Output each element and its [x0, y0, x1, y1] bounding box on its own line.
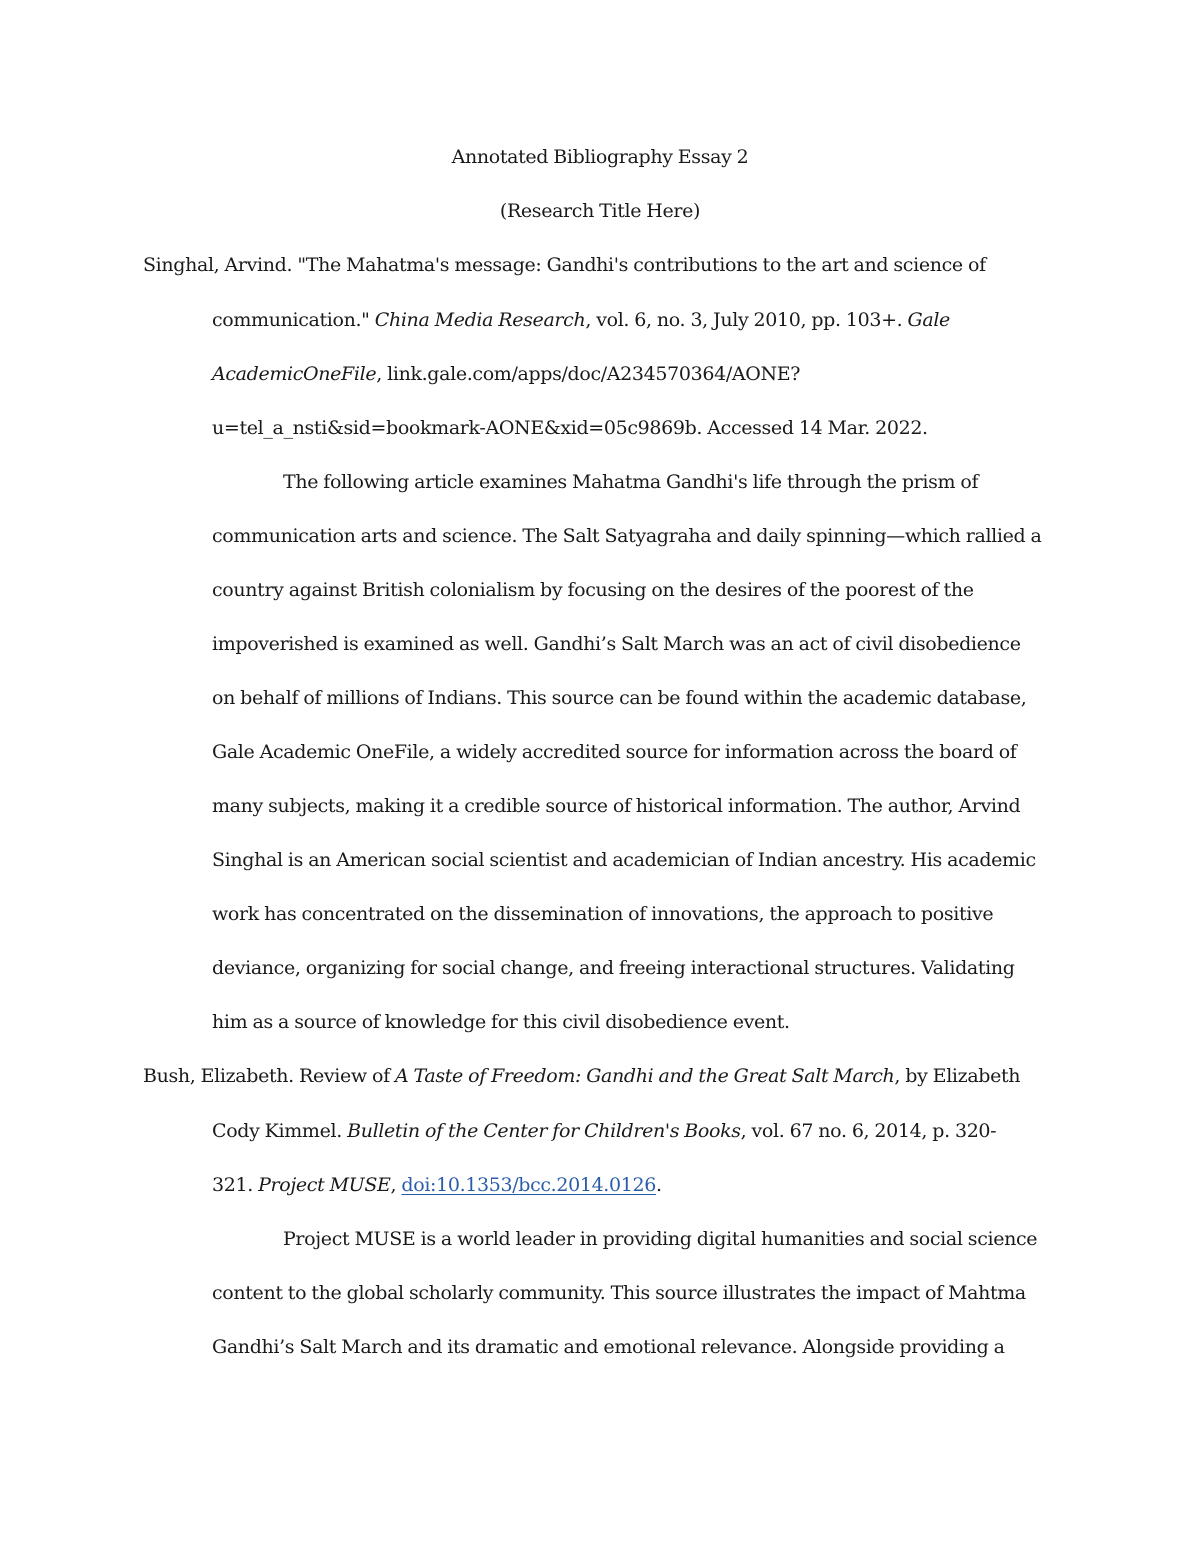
citation-2-line-2: [212, 1119, 996, 1143]
annotation-1-line: work has concentrated on the dissemination of innovations, the approach to positive: [212, 903, 994, 925]
annotation-2-line: content to the global scholarly community. This source illustrates the impact of Mahtma: [212, 1282, 1026, 1304]
citation-2-text: , by Elizabeth: [894, 1065, 1021, 1087]
annotation-1-line: many subjects, making it a credible source of historical information. The author, Arvind: [212, 795, 1021, 817]
doi-link[interactable]: doi:10.1353/bcc.2014.0126: [401, 1174, 656, 1196]
citation-2-book-title: A Taste of Freedom: Gandhi and the Great Salt March: [394, 1065, 895, 1087]
annotation-1-line: Singhal is an American social scientist and academician of Indian ancestry. His academic: [212, 849, 1036, 871]
annotation-1-line: communication arts and science. The Salt Satyagraha and daily spinning—which rallied a: [212, 525, 1042, 547]
citation-1-text: communication.": [212, 309, 375, 331]
citation-1-url: , link.gale.com/apps/doc/A234570364/AONE?: [376, 363, 801, 385]
citation-1-line-1: Singhal, Arvind. "The Mahatma's message: Gandhi's contributions to the art and science of: [143, 254, 986, 276]
citation-2-line-1: [143, 1064, 1020, 1088]
citation-2-details: , vol. 67 no. 6, 2014, p. 320-: [740, 1120, 997, 1142]
citation-2-pages: 321.: [212, 1174, 259, 1196]
citation-1-journal: China Media Research: [374, 309, 586, 331]
annotation-1-line: him as a source of knowledge for this civil disobedience event.: [212, 1011, 790, 1033]
citation-2-line-3: [212, 1173, 662, 1197]
research-title-placeholder: (Research Title Here): [499, 200, 701, 222]
document-title: Annotated Bibliography Essay 2: [451, 146, 749, 168]
annotation-1-line: impoverished is examined as well. Gandhi’s Salt March was an act of civil disobedience: [212, 633, 1021, 655]
annotation-1-line: Gale Academic OneFile, a widely accredited source for information across the board of: [212, 741, 1017, 763]
citation-1-line-2: [212, 308, 950, 332]
citation-1-database: Gale: [907, 309, 950, 331]
annotation-1-line: The following article examines Mahatma Gandhi's life through the prism of: [283, 471, 979, 493]
citation-2-database: Project MUSE: [258, 1174, 391, 1196]
citation-1-line-4: u=tel_a_nsti&sid=bookmark-AONE&xid=05c9869b. Accessed 14 Mar. 2022.: [212, 417, 928, 439]
citation-2-separator: ,: [390, 1174, 402, 1196]
citation-2-text: Cody Kimmel.: [212, 1120, 348, 1142]
citation-2-journal: Bulletin of the Center for Children's Books: [347, 1120, 741, 1142]
citation-2-text: Bush, Elizabeth. Review of: [143, 1065, 395, 1087]
annotation-2-line: Project MUSE is a world leader in providing digital humanities and social science: [283, 1228, 1038, 1250]
citation-2-end: .: [655, 1174, 662, 1196]
citation-1-database-cont: AcademicOneFile: [212, 363, 377, 385]
citation-1-details: , vol. 6, no. 3, July 2010, pp. 103+.: [585, 309, 908, 331]
citation-1-line-3: [212, 362, 800, 386]
annotation-1-line: country against British colonialism by focusing on the desires of the poorest of the: [212, 579, 974, 601]
annotation-1-line: deviance, organizing for social change, and freeing interactional structures. Validating: [212, 957, 1015, 979]
annotation-2-line: Gandhi’s Salt March and its dramatic and emotional relevance. Alongside providing a: [212, 1336, 1005, 1358]
annotation-1-line: on behalf of millions of Indians. This source can be found within the academic database,: [212, 687, 1027, 709]
